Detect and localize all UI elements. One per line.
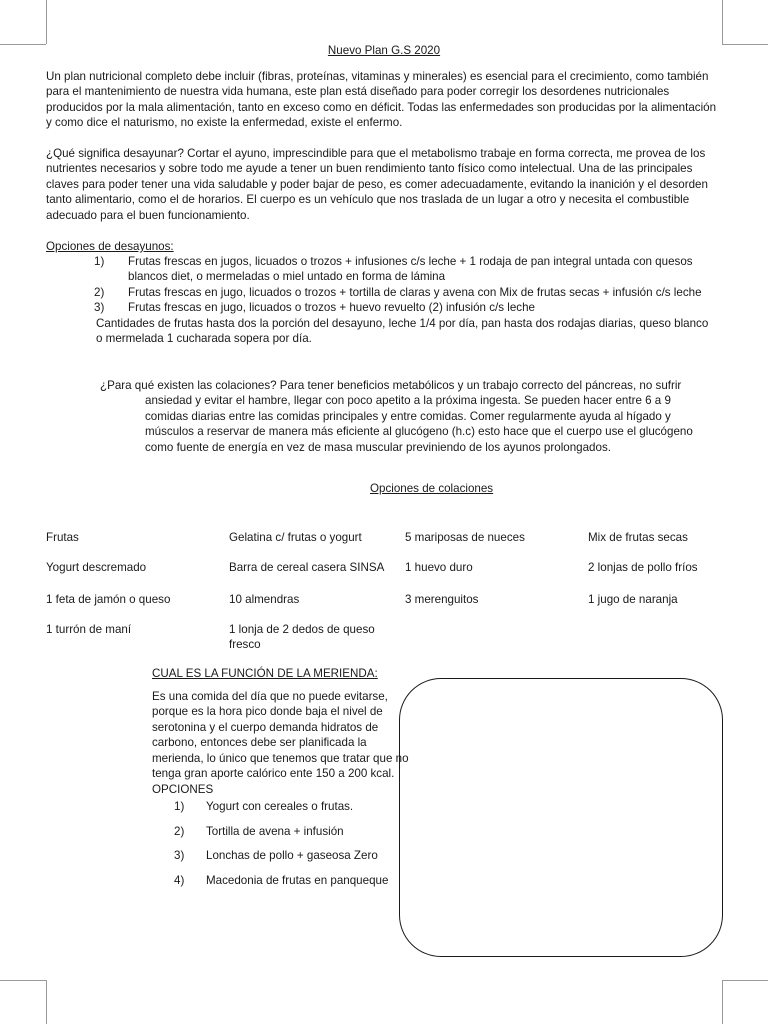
crop-mark-tl-v bbox=[46, 0, 47, 44]
merienda-option bbox=[174, 848, 404, 873]
breakfast-option bbox=[94, 300, 704, 315]
option-text: Macedonia de frutas en panqueque bbox=[206, 873, 389, 887]
snack-item: 5 mariposas de nueces bbox=[405, 531, 525, 544]
merienda-option bbox=[174, 873, 404, 898]
breakfast-question-paragraph: ¿Qué significa desayunar? Cortar el ayuno, imprescindible para que el metabolismo trabaje en forma correcta, me provea de los nutrientes necesarios y sobre todo me ayude a tener un buen rendimiento tanto físico como intelectual. Una de las principales claves para poder tener una vida saludable y poder bajar de peso, es comer adecuadamente, evitando la inanición y el desorden tanto alimentario, como el de horarios. El cuerpo es un vehículo que nos traslada de un lugar a otro y necesita el combustible adecuado para el buen funcionamiento. bbox=[46, 147, 708, 222]
breakfast-options-list bbox=[94, 254, 704, 316]
snack-item: Frutas bbox=[46, 531, 79, 544]
breakfast-option bbox=[94, 254, 704, 285]
snack-item: 1 feta de jamón o queso bbox=[46, 593, 171, 606]
crop-mark-tr-v bbox=[722, 0, 723, 44]
page-title: Nuevo Plan G.S 2020 bbox=[327, 44, 441, 57]
option-number: 1) bbox=[174, 800, 185, 813]
merienda-option bbox=[174, 799, 404, 824]
option-text: Lonchas de pollo + gaseosa Zero bbox=[206, 849, 378, 862]
crop-mark-br-h bbox=[722, 980, 768, 981]
breakfast-option bbox=[94, 285, 704, 300]
crop-mark-br-v bbox=[722, 980, 723, 1024]
option-number: 1) bbox=[94, 255, 105, 268]
snack-item: 1 huevo duro bbox=[405, 561, 473, 574]
snack-item: 1 jugo de naranja bbox=[588, 593, 678, 606]
option-number: 2) bbox=[174, 824, 185, 838]
snacks-heading: Opciones de colaciones bbox=[370, 482, 494, 495]
option-number: 4) bbox=[174, 873, 185, 887]
option-text: Frutas frescas en jugos, licuados o trozos + infusiones c/s leche + 1 rodaja de pan integral untada con quesos blancos diet, o mermeladas o miel untado en forma de lámina bbox=[128, 255, 693, 284]
snack-item: 1 lonja de 2 dedos de queso fresco bbox=[229, 623, 375, 652]
merienda-paragraph: Es una comida del día que no puede evitarse, porque es la hora pico donde baja el nivel de serotonina y el cuerpo demanda hidratos de carbono, entonces debe ser planificada la merienda, lo único que tenemos que tratar que no tenga gran aporte calórico ente 150 a 200 kcal. bbox=[152, 690, 409, 781]
merienda-options-list bbox=[174, 799, 404, 897]
option-text: Tortilla de avena + infusión bbox=[206, 824, 344, 838]
merienda-heading: CUAL ES LA FUNCIÓN DE LA MERIENDA: bbox=[152, 667, 378, 680]
snack-item: Mix de frutas secas bbox=[588, 531, 688, 544]
option-number: 3) bbox=[94, 301, 105, 315]
rounded-rectangle-shape bbox=[399, 678, 723, 957]
snack-item: 3 merenguitos bbox=[405, 593, 479, 606]
merienda-option bbox=[174, 824, 404, 849]
snack-item: 10 almendras bbox=[229, 593, 300, 606]
snack-item: Barra de cereal casera SINSA bbox=[229, 561, 385, 574]
option-number: 2) bbox=[94, 285, 105, 299]
option-text: Frutas frescas en jugo, licuados o trozos + tortilla de claras y avena con Mix de frutas secas + infusión c/s leche bbox=[128, 285, 702, 299]
option-text: Yogurt con cereales o frutas. bbox=[206, 800, 354, 813]
option-number: 3) bbox=[174, 849, 185, 862]
merienda-options-label: OPCIONES bbox=[152, 783, 214, 796]
crop-mark-bl-h bbox=[0, 980, 46, 981]
snack-item: 2 lonjas de pollo fríos bbox=[588, 561, 698, 574]
snack-item: Yogurt descremado bbox=[46, 561, 147, 574]
option-text: Frutas frescas en jugo, licuados o trozos + huevo revuelto (2) infusión c/s leche bbox=[128, 301, 535, 315]
intro-paragraph: Un plan nutricional completo debe incluir (fibras, proteínas, vitaminas y minerales) es esencial para el crecimiento, como también para el mantenimiento de nuestra vida humana, este plan está diseñado para poder corregir los desordenes nutricionales producidos por la mala alimentación, tanto en exceso como en déficit. Todas las enfermedades son producidas por la alimentación y como dice el naturismo, no existe la enfermedad, existe el enfermo. bbox=[46, 70, 717, 130]
breakfast-quantities-note: Cantidades de frutas hasta dos la porción del desayuno, leche 1/4 por día, pan hasta dos rodajas diarias, queso blanco o mermelada 1 cucharada sopera por día. bbox=[96, 317, 709, 346]
snack-item: 1 turrón de maní bbox=[46, 623, 132, 636]
snacks-question-paragraph: ¿Para qué existen las colaciones? Para tener beneficios metabólicos y un trabajo correcto del páncreas, no sufrir ansiedad y evitar el hambre, llegar con poco apetito a la próxima ingesta. Se pueden hacer entre 6 a 9 comidas diarias entre las comidas principales y entre comidas. Comer regularmente ayuda al hígado y músculos a reservar de manera más eficiente al glucógeno (h.c) esto hace que el cuerpo use el glucógeno como fuente de energía en vez de masa muscular previniendo de los ayunos prolongados. bbox=[100, 379, 693, 454]
breakfast-heading: Opciones de desayunos: bbox=[46, 240, 174, 253]
crop-mark-bl-v bbox=[46, 980, 47, 1024]
snack-item: Gelatina c/ frutas o yogurt bbox=[229, 531, 362, 544]
